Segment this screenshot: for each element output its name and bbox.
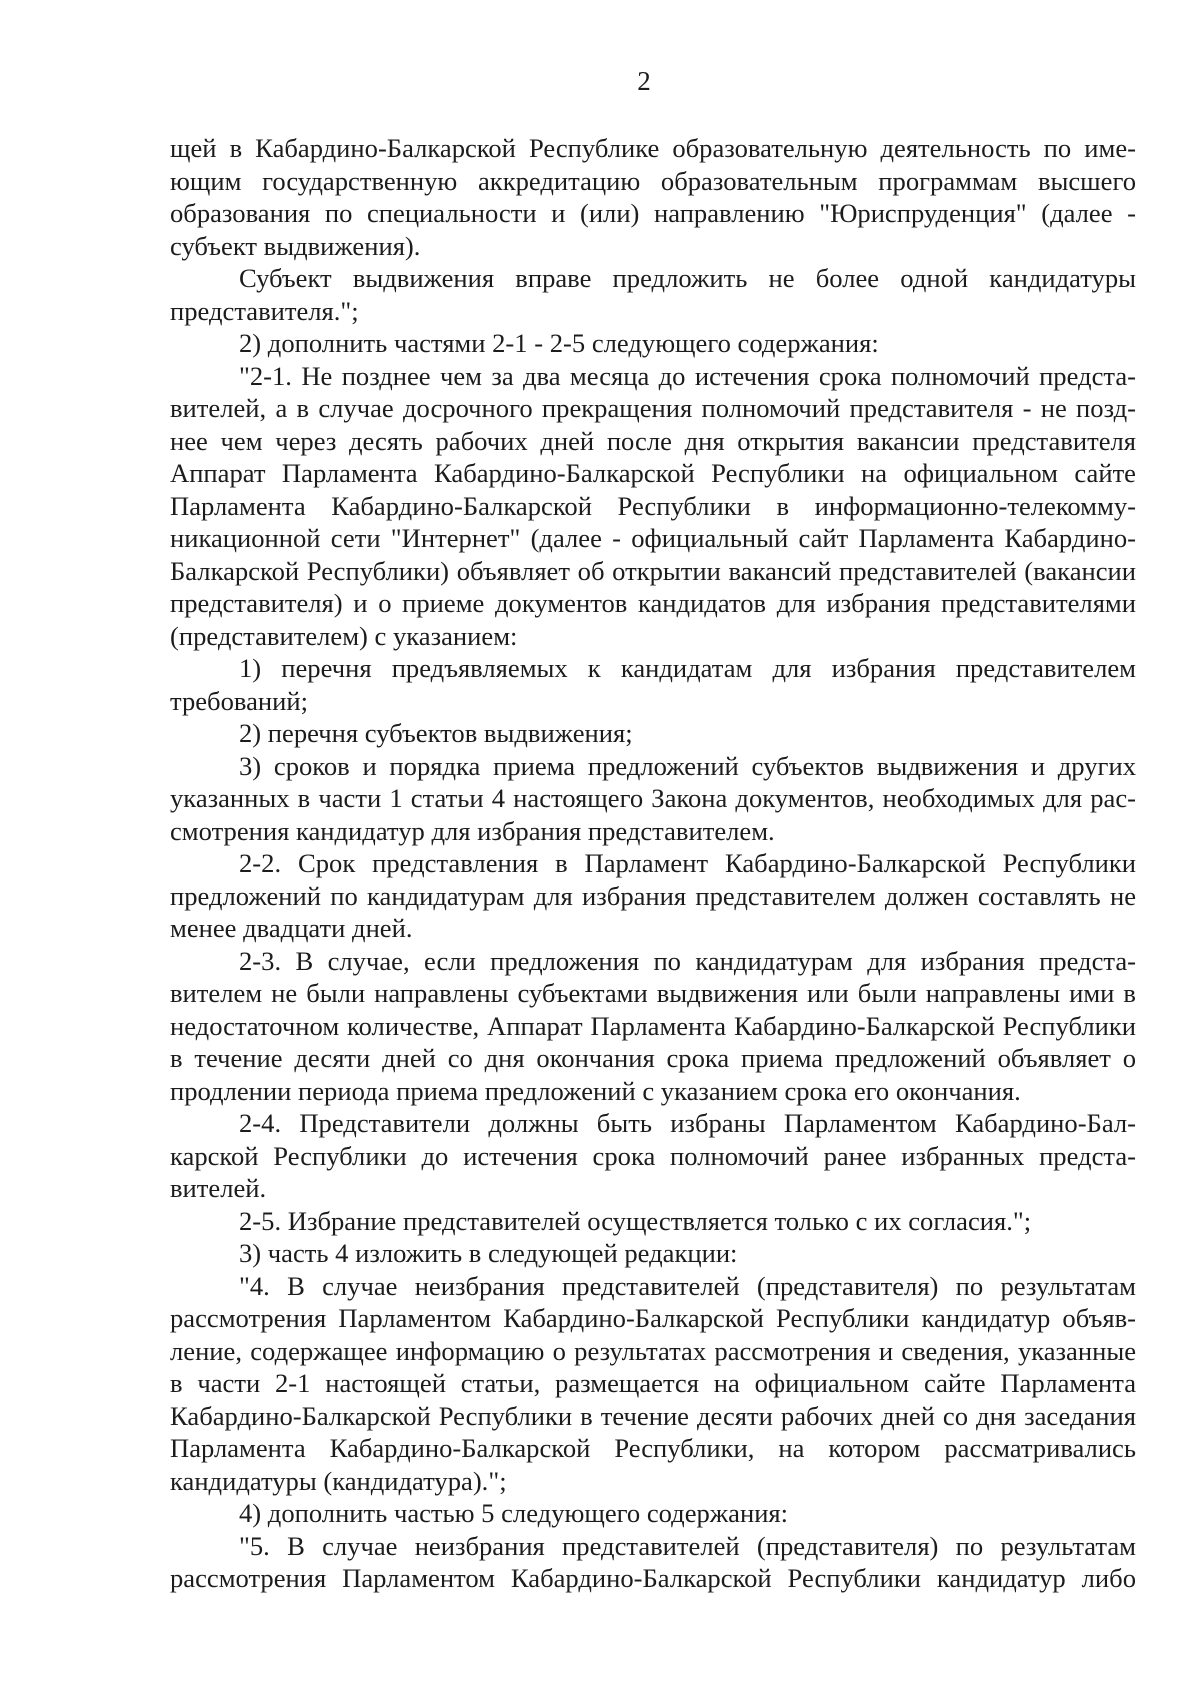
paragraph: "4. В случае неизбрания представителей (представителя) по результатам рассмотрения Парламентом Кабардино-Балкарской Республики кандидатур объявление, содержащее информацию о результатах рассмотрения и сведения, указанные в части 2-1 настоящей статьи, размещается на официальном сайте Парламента Кабардино-Балкарской Республики в течение десяти рабочих дней со дня заседания Парламента Кабардино-Балкарской Республики, на котором рассматривались кандидатуры (кандидатура)."; [170, 1270, 1136, 1496]
page-number: 2 [637, 66, 651, 96]
paragraph: Субъект выдвижения вправе предложить не более одной кандидатуры представителя."; [170, 263, 1136, 326]
paragraph: 2-2. Срок представления в Парламент Кабардино-Балкарской Республики предложений по кандидатурам для избрания представителем должен составлять не менее двадцати дней. [170, 848, 1136, 943]
paragraph: 3) сроков и порядка приема предложений субъектов выдвижения и других указанных в части 1 статьи 4 настоящего Закона документов, необходимых для рассмотрения кандидатур для избрания представителем. [170, 750, 1136, 846]
paragraph: 2-5. Избрание представителей осуществляется только с их согласия."; [239, 1205, 1032, 1236]
paragraph: 4) дополнить частью 5 следующего содержания: [239, 1498, 789, 1528]
paragraph: "2-1. Не позднее чем за два месяца до истечения срока полномочий представителей, а в случае досрочного прекращения полномочий представителя - не позднее чем через десять рабочих дней после дня открытия вакансии представителя Аппарат Парламента Кабардино-Балкарской Республики на официальном сайте Парламента Кабардино-Балкарской Республики в информационно-телекоммуникационной сети "Интернет" (далее - официальный сайт Парламента Кабардино-Балкарской Республики) объявляет об открытии вакансий представителей (вакансии представителя) и о приеме документов кандидатов для избрания представителями (представителем) с указанием: [170, 360, 1136, 651]
paragraph: щей в Кабардино-Балкарской Республике образовательную деятельность по имеющим государственную аккредитацию образовательным программам высшего образования по специальности и (или) направлению "Юриспруденция" (далее - субъект выдвижения). [170, 133, 1136, 261]
paragraph: 3) часть 4 изложить в следующей редакции: [239, 1238, 738, 1268]
paragraph: 2) дополнить частями 2-1 - 2-5 следующего содержания: [239, 328, 879, 358]
document-body [170, 132, 1136, 1595]
paragraph: 2-4. Представители должны быть избраны Парламентом Кабардино-Балкарской Республики до истечения срока полномочий ранее избранных представителей. [170, 1108, 1136, 1203]
paragraph: 2) перечня субъектов выдвижения; [239, 718, 633, 748]
paragraph: 2-3. В случае, если предложения по кандидатурам для избрания представителем не были направлены субъектами выдвижения или были направлены ими в недостаточном количестве, Аппарат Парламента Кабардино-Балкарской Республики в течение десяти дней со дня окончания срока приема предложений объявляет о продлении периода приема предложений с указанием срока его окончания. [170, 945, 1136, 1106]
paragraph: 1) перечня предъявляемых к кандидатам для избрания представителем требований; [170, 653, 1136, 716]
paragraph-last: "5. В случае неизбрания представителей (представителя) по результатам рассмотрения Парламентом Кабардино-Балкарской Республики кандидатур либо [170, 1530, 1136, 1593]
